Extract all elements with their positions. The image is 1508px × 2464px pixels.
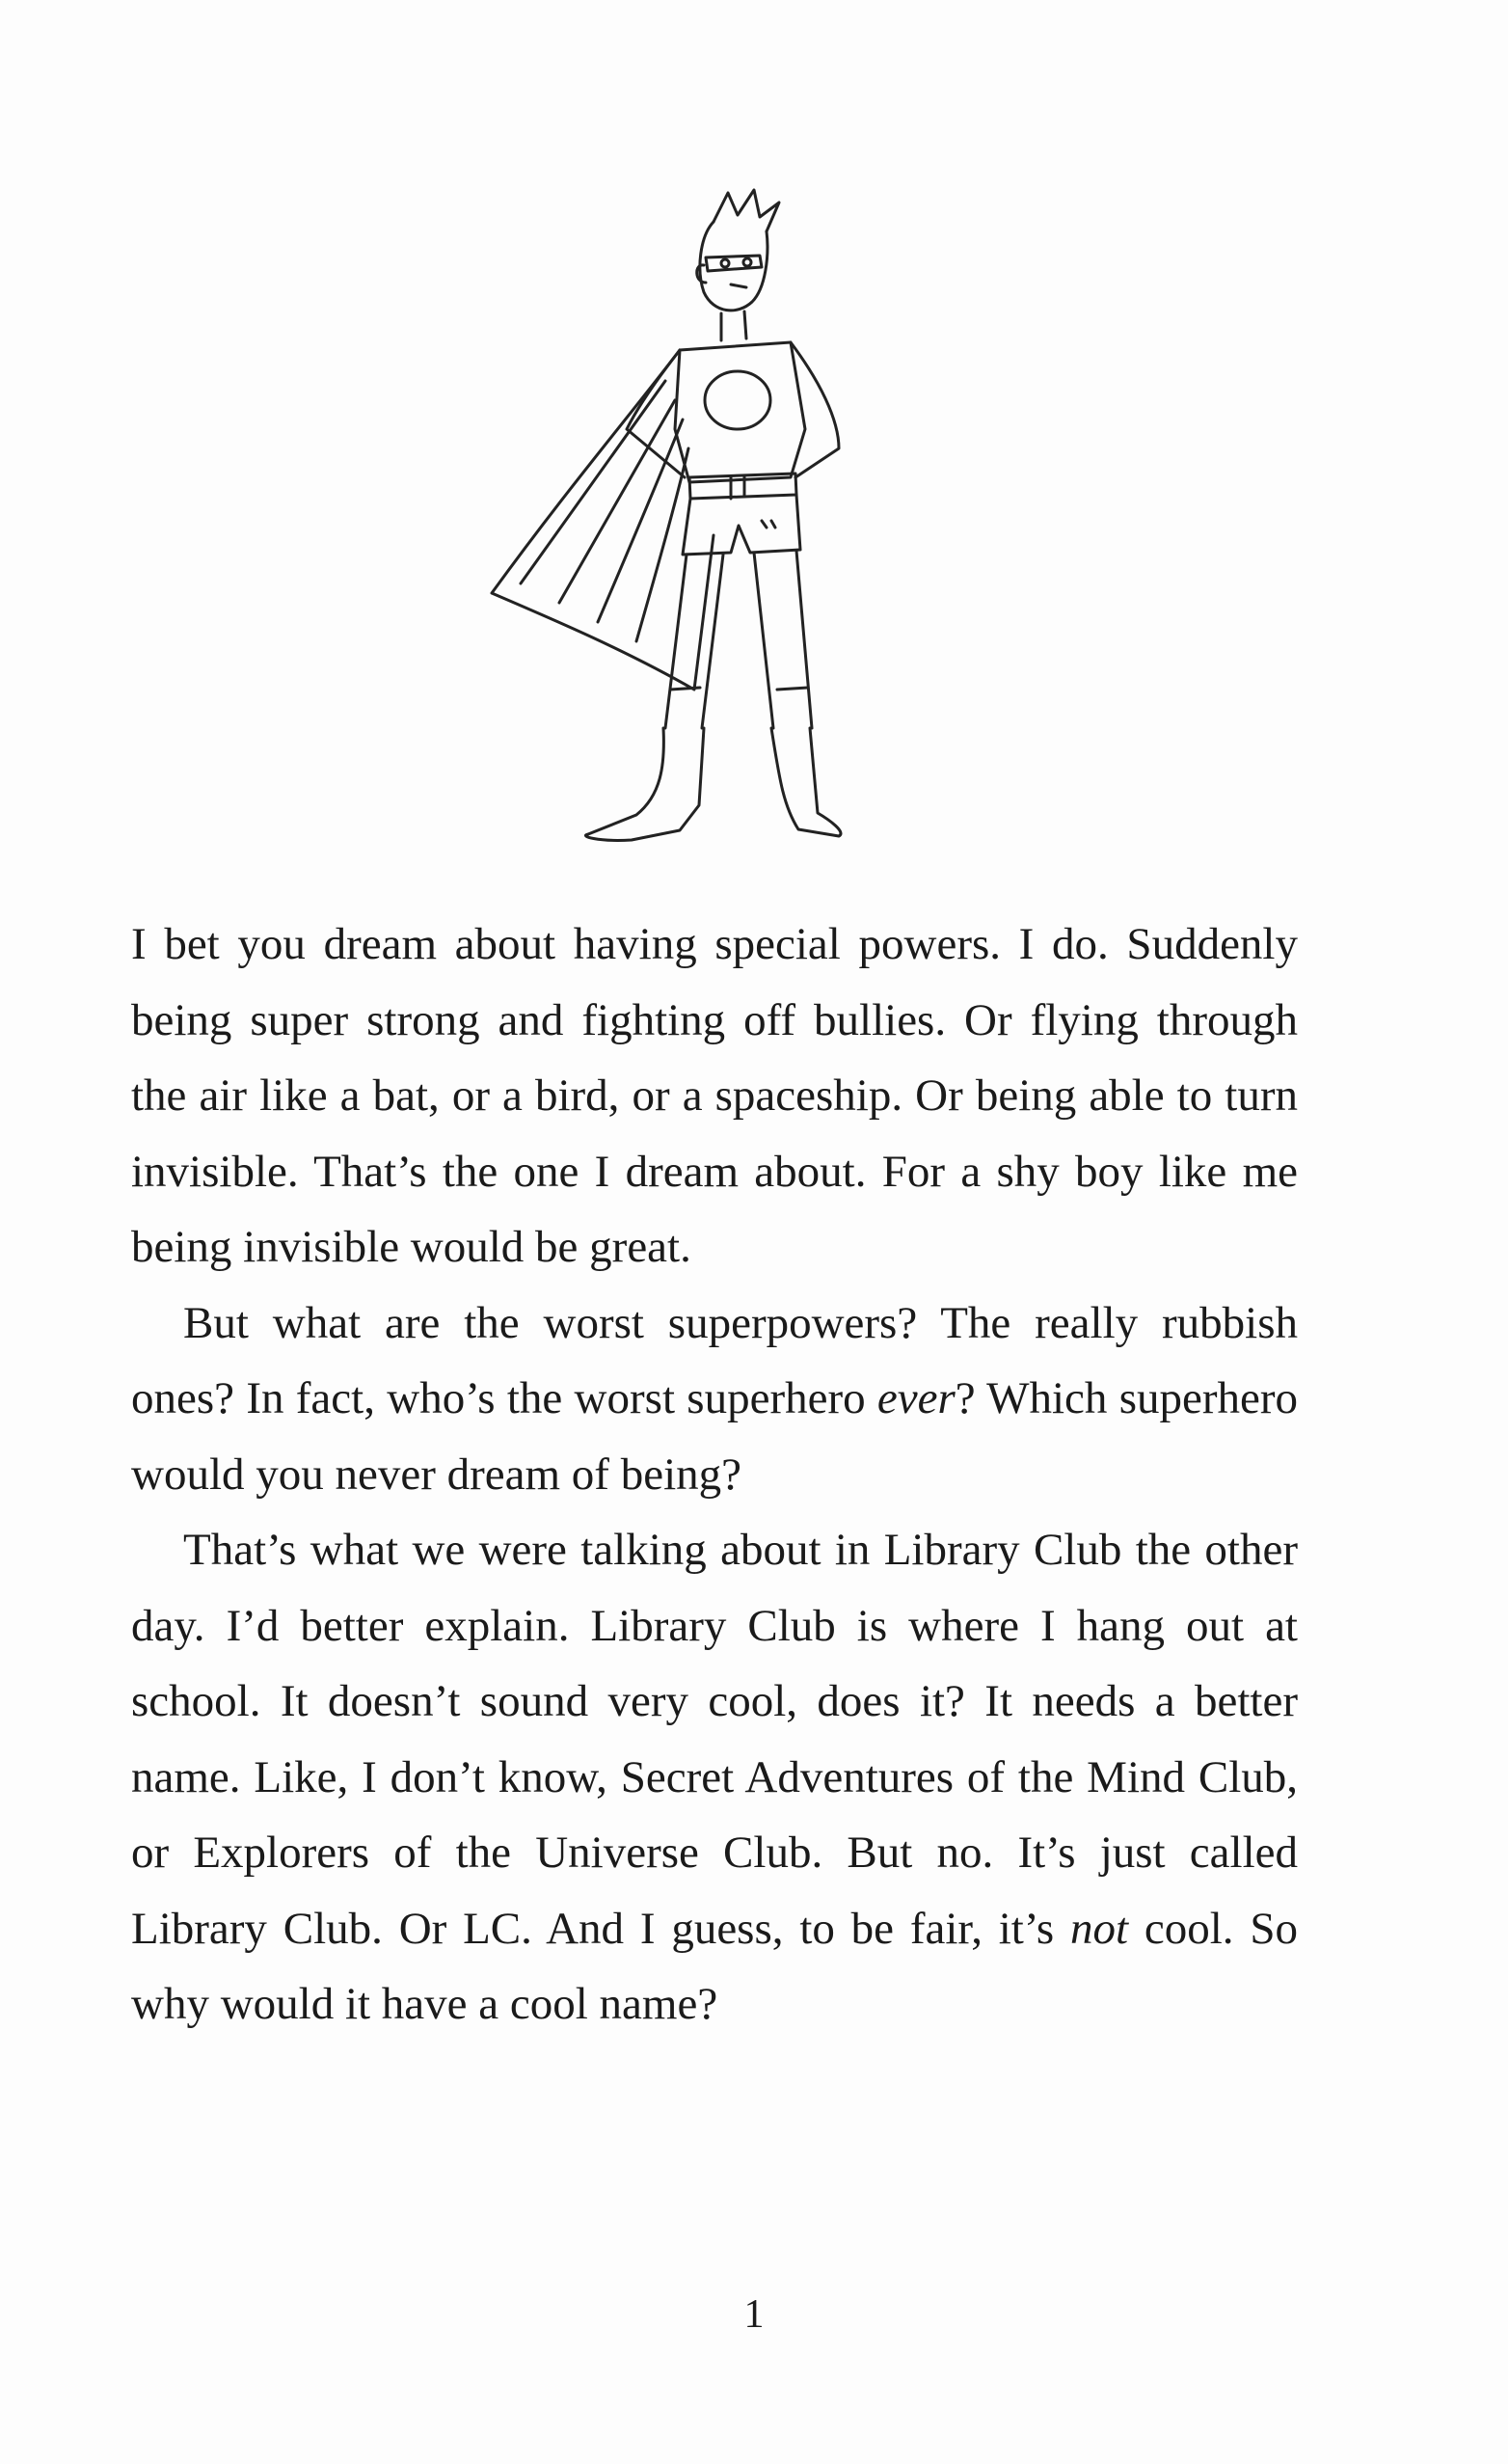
superhero-sketch-icon: [472, 188, 897, 853]
paragraph-3-text-a: That’s what we were talking about in Library Club the other day. I’d better explain. Library Club is where I hang out at school. It doesn’t sound very cool, does it? It needs a better name. Like, I don’t know, Secret Adventures of the Mind Club, or Explorers of the Universe Club. But no. It’s just called Library Club. Or LC. And I guess, to be fair, it’s: [131, 1525, 1298, 1954]
paragraph-1: [131, 907, 1298, 1286]
paragraph-3-emphasis: not: [1070, 1903, 1129, 1954]
paragraph-2: [131, 1286, 1298, 1513]
paragraph-1-text: I bet you dream about having special powers. I do. Suddenly being super strong and fighting off bullies. Or flying through the air like a bat, or a bird, or a spaceship. Or being able to turn invisible. That’s the one I dream about. For a shy boy like me being invisible would be great.: [131, 919, 1298, 1272]
paragraph-3-text-b: cool. So why would it have a cool name?: [131, 1903, 1298, 2029]
body-text: [131, 907, 1298, 2043]
page-number: 1: [743, 2292, 765, 2337]
paragraph-2-emphasis: ever: [876, 1373, 956, 1423]
paragraph-3: [131, 1512, 1298, 2043]
paragraph-2-text-b: ? Which superhero would you never dream of being?: [131, 1373, 1299, 1500]
paragraph-2-text-a: But what are the worst superpowers? The really rubbish ones? In fact, who’s the worst superhero: [131, 1297, 1298, 1423]
